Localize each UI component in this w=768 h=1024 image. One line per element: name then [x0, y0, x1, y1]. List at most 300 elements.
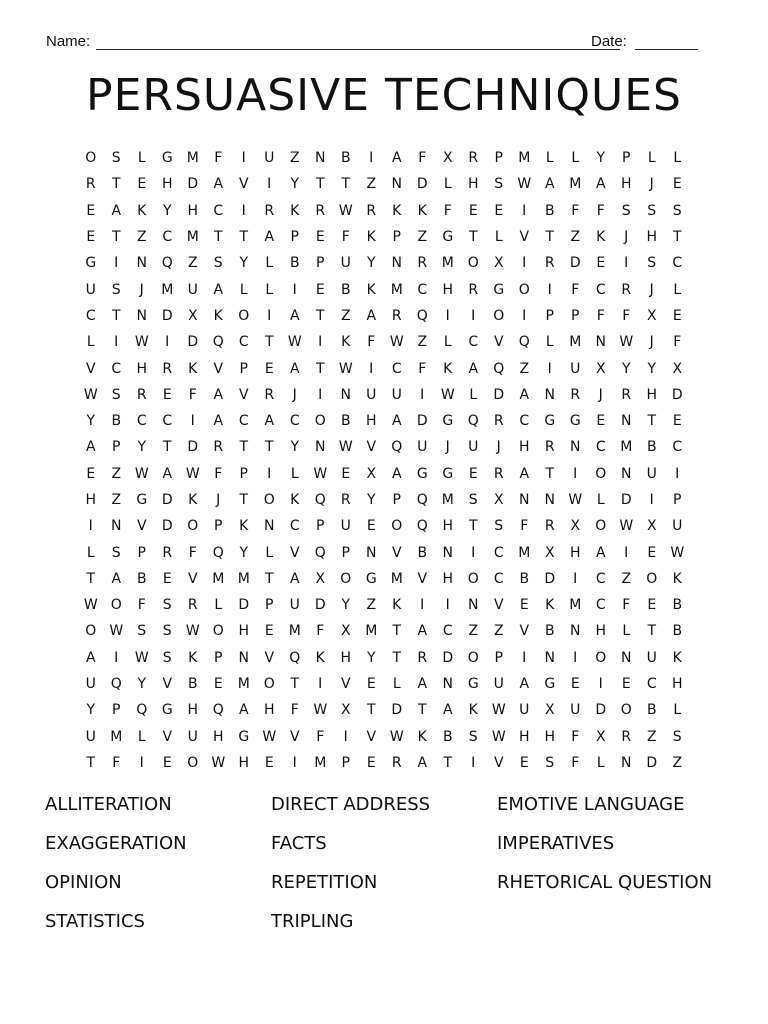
grid-letter[interactable]: A [468, 360, 479, 377]
grid-letter[interactable]: B [111, 413, 122, 430]
grid-letter[interactable]: C [672, 255, 683, 272]
grid-letter[interactable]: C [442, 623, 453, 640]
grid-letter[interactable]: L [265, 544, 274, 561]
grid-letter[interactable]: P [265, 597, 274, 614]
grid-letter[interactable]: O [263, 676, 275, 693]
grid-letter[interactable]: Y [366, 255, 376, 272]
grid-letter[interactable]: E [366, 676, 376, 693]
grid-letter[interactable]: M [186, 150, 199, 167]
grid-letter[interactable]: S [494, 518, 504, 535]
grid-letter[interactable]: R [493, 413, 504, 430]
grid-letter[interactable]: Y [290, 176, 300, 193]
grid-letter[interactable]: J [445, 439, 450, 456]
grid-letter[interactable]: K [137, 202, 147, 219]
grid-letter[interactable]: K [239, 518, 249, 535]
grid-letter[interactable]: E [468, 465, 478, 482]
grid-letter[interactable]: P [341, 544, 350, 561]
grid-letter[interactable]: F [443, 202, 452, 219]
grid-letter[interactable]: V [391, 544, 402, 561]
grid-letter[interactable]: T [315, 176, 325, 193]
grid-letter[interactable]: K [315, 649, 325, 666]
grid-letter[interactable]: E [366, 754, 376, 771]
grid-letter[interactable]: X [442, 150, 453, 167]
grid-letter[interactable]: F [418, 150, 427, 167]
grid-letter[interactable]: T [468, 229, 478, 246]
grid-letter[interactable]: V [493, 754, 504, 771]
grid-letter[interactable]: E [519, 754, 529, 771]
grid-letter[interactable]: T [264, 439, 274, 456]
grid-letter[interactable]: H [238, 623, 250, 640]
grid-letter[interactable]: W [568, 492, 583, 508]
grid-letter[interactable]: D [595, 702, 607, 719]
grid-letter[interactable]: L [290, 465, 299, 482]
grid-letter[interactable]: E [86, 229, 96, 246]
grid-letter[interactable]: S [162, 623, 172, 640]
grid-letter[interactable]: E [264, 623, 274, 640]
grid-letter[interactable]: F [520, 518, 529, 535]
grid-letter[interactable]: E [86, 465, 96, 482]
grid-letter[interactable]: L [596, 492, 605, 508]
grid-letter[interactable]: V [238, 176, 249, 193]
grid-letter[interactable]: N [391, 255, 402, 272]
grid-letter[interactable]: X [544, 702, 555, 719]
grid-letter[interactable]: C [289, 413, 300, 430]
grid-letter[interactable]: C [595, 570, 606, 587]
grid-letter[interactable]: A [417, 676, 428, 693]
grid-letter[interactable]: N [340, 386, 351, 403]
grid-letter[interactable]: C [289, 518, 300, 535]
grid-letter[interactable]: A [519, 676, 530, 693]
grid-letter[interactable]: B [340, 413, 351, 430]
grid-letter[interactable]: I [547, 281, 552, 298]
grid-letter[interactable]: P [392, 492, 401, 508]
grid-letter[interactable]: L [494, 229, 503, 246]
grid-letter[interactable]: R [621, 281, 632, 298]
grid-letter[interactable]: W [109, 623, 124, 640]
grid-letter[interactable]: S [468, 728, 478, 745]
grid-letter[interactable]: G [442, 465, 454, 482]
grid-letter[interactable]: O [620, 702, 632, 719]
grid-letter[interactable]: X [646, 518, 657, 535]
grid-letter[interactable]: J [649, 281, 654, 298]
grid-letter[interactable]: S [468, 492, 478, 508]
grid-letter[interactable]: C [213, 202, 224, 219]
grid-letter[interactable]: O [263, 492, 275, 508]
grid-letter[interactable]: K [392, 202, 402, 219]
grid-letter[interactable]: Z [136, 229, 147, 246]
grid-letter[interactable]: Z [672, 754, 683, 771]
grid-letter[interactable]: B [417, 544, 428, 561]
grid-letter[interactable]: L [86, 334, 95, 351]
grid-letter[interactable]: M [288, 623, 301, 640]
grid-letter[interactable]: T [545, 229, 555, 246]
grid-letter[interactable]: S [162, 649, 172, 666]
grid-letter[interactable]: R [264, 202, 275, 219]
grid-letter[interactable]: P [112, 702, 121, 719]
grid-letter[interactable]: T [315, 360, 325, 377]
grid-letter[interactable]: K [188, 360, 198, 377]
grid-letter[interactable]: A [442, 702, 453, 719]
grid-letter[interactable]: T [86, 570, 96, 587]
grid-letter[interactable]: G [442, 229, 454, 246]
grid-letter[interactable]: W [440, 386, 455, 403]
grid-letter[interactable]: N [570, 439, 581, 456]
grid-letter[interactable]: I [292, 281, 297, 298]
grid-letter[interactable]: A [85, 439, 96, 456]
grid-letter[interactable]: N [544, 386, 555, 403]
grid-letter[interactable]: G [544, 676, 556, 693]
grid-letter[interactable]: B [646, 702, 657, 719]
grid-letter[interactable]: D [314, 597, 326, 614]
grid-letter[interactable]: K [417, 202, 427, 219]
grid-letter[interactable]: X [493, 255, 504, 272]
grid-letter[interactable]: P [214, 518, 223, 535]
grid-letter[interactable]: N [621, 754, 632, 771]
grid-letter[interactable]: T [213, 229, 223, 246]
grid-letter[interactable]: M [390, 281, 403, 298]
grid-letter[interactable]: I [88, 518, 93, 535]
grid-letter[interactable]: E [162, 754, 172, 771]
grid-letter[interactable]: U [672, 518, 683, 535]
grid-letter[interactable]: T [468, 518, 478, 535]
grid-letter[interactable]: I [420, 386, 425, 403]
grid-letter[interactable]: M [441, 255, 454, 272]
grid-letter[interactable]: T [239, 492, 249, 508]
grid-letter[interactable]: O [314, 413, 326, 430]
grid-letter[interactable]: F [596, 202, 605, 219]
grid-letter[interactable]: T [545, 465, 555, 482]
grid-letter[interactable]: Z [468, 623, 479, 640]
grid-letter[interactable]: F [367, 334, 376, 351]
grid-letter[interactable]: O [187, 754, 199, 771]
grid-letter[interactable]: A [595, 544, 606, 561]
grid-letter[interactable]: M [314, 754, 327, 771]
grid-letter[interactable]: F [571, 754, 580, 771]
grid-letter[interactable]: T [111, 229, 121, 246]
grid-letter[interactable]: I [624, 544, 629, 561]
grid-letter[interactable]: G [85, 255, 97, 272]
grid-letter[interactable]: X [366, 465, 377, 482]
grid-letter[interactable]: U [646, 649, 657, 666]
grid-letter[interactable]: V [289, 728, 300, 745]
grid-letter[interactable]: R [493, 465, 504, 482]
grid-letter[interactable]: K [443, 360, 453, 377]
grid-letter[interactable]: C [595, 597, 606, 614]
grid-letter[interactable]: R [544, 518, 555, 535]
grid-letter[interactable]: U [187, 281, 198, 298]
grid-letter[interactable]: X [570, 518, 581, 535]
grid-letter[interactable]: I [522, 649, 527, 666]
grid-letter[interactable]: A [519, 386, 530, 403]
grid-letter[interactable]: Z [621, 570, 632, 587]
grid-letter[interactable]: H [340, 649, 352, 666]
grid-letter[interactable]: L [571, 150, 580, 167]
grid-letter[interactable]: Y [137, 676, 147, 693]
grid-letter[interactable]: H [161, 176, 173, 193]
grid-letter[interactable]: T [162, 439, 172, 456]
grid-letter[interactable]: V [213, 360, 224, 377]
grid-letter[interactable]: R [187, 597, 198, 614]
grid-letter[interactable]: P [239, 360, 248, 377]
grid-letter[interactable]: N [519, 492, 530, 508]
grid-letter[interactable]: L [239, 281, 248, 298]
grid-letter[interactable]: U [340, 518, 351, 535]
grid-letter[interactable]: I [420, 597, 425, 614]
grid-letter[interactable]: H [442, 518, 454, 535]
grid-letter[interactable]: I [471, 754, 476, 771]
grid-letter[interactable]: Z [187, 255, 198, 272]
grid-letter[interactable]: N [544, 492, 555, 508]
grid-letter[interactable]: A [111, 570, 122, 587]
grid-letter[interactable]: H [544, 728, 556, 745]
grid-letter[interactable]: N [595, 334, 606, 351]
grid-letter[interactable]: D [391, 702, 403, 719]
grid-letter[interactable]: H [365, 413, 377, 430]
grid-letter[interactable]: O [391, 518, 403, 535]
grid-letter[interactable]: X [340, 702, 351, 719]
grid-letter[interactable]: J [496, 439, 501, 456]
grid-letter[interactable]: L [647, 150, 656, 167]
grid-letter[interactable]: V [85, 360, 96, 377]
grid-letter[interactable]: X [672, 360, 683, 377]
grid-letter[interactable]: D [544, 570, 556, 587]
grid-letter[interactable]: E [213, 676, 223, 693]
grid-letter[interactable]: S [672, 728, 682, 745]
grid-letter[interactable]: I [573, 649, 578, 666]
grid-letter[interactable]: I [292, 754, 297, 771]
grid-letter[interactable]: F [290, 702, 299, 719]
grid-letter[interactable]: B [187, 676, 198, 693]
grid-letter[interactable]: N [621, 649, 632, 666]
grid-letter[interactable]: B [289, 255, 300, 272]
grid-letter[interactable]: F [214, 150, 223, 167]
grid-letter[interactable]: L [469, 386, 478, 403]
grid-letter[interactable]: Y [366, 492, 376, 508]
grid-letter[interactable]: W [338, 360, 353, 377]
grid-letter[interactable]: R [417, 255, 428, 272]
grid-letter[interactable]: I [267, 307, 272, 324]
grid-letter[interactable]: A [417, 754, 428, 771]
grid-letter[interactable]: Z [366, 597, 377, 614]
grid-letter[interactable]: F [316, 623, 325, 640]
grid-letter[interactable]: P [622, 150, 631, 167]
grid-letter[interactable]: D [671, 386, 683, 403]
grid-letter[interactable]: G [136, 492, 148, 508]
grid-letter[interactable]: R [621, 728, 632, 745]
grid-letter[interactable]: C [417, 281, 428, 298]
grid-letter[interactable]: R [340, 492, 351, 508]
grid-letter[interactable]: G [161, 702, 173, 719]
grid-letter[interactable]: E [264, 754, 274, 771]
grid-letter[interactable]: H [518, 439, 530, 456]
grid-letter[interactable]: C [85, 307, 96, 324]
grid-letter[interactable]: H [136, 360, 148, 377]
grid-letter[interactable]: N [442, 544, 453, 561]
grid-letter[interactable]: K [290, 492, 300, 508]
grid-letter[interactable]: M [569, 334, 582, 351]
grid-letter[interactable]: D [416, 176, 428, 193]
grid-letter[interactable]: Z [570, 229, 581, 246]
grid-letter[interactable]: C [595, 281, 606, 298]
grid-letter[interactable]: A [417, 623, 428, 640]
grid-letter[interactable]: H [646, 386, 658, 403]
grid-letter[interactable]: O [595, 649, 607, 666]
grid-letter[interactable]: T [647, 623, 657, 640]
grid-letter[interactable]: B [672, 597, 683, 614]
grid-letter[interactable]: T [86, 754, 96, 771]
grid-letter[interactable]: I [114, 334, 119, 351]
grid-letter[interactable]: L [622, 623, 631, 640]
grid-letter[interactable]: N [391, 176, 402, 193]
grid-letter[interactable]: A [213, 176, 224, 193]
grid-letter[interactable]: U [570, 360, 581, 377]
grid-letter[interactable]: C [595, 439, 606, 456]
grid-letter[interactable]: D [187, 176, 199, 193]
grid-letter[interactable]: U [493, 676, 504, 693]
grid-letter[interactable]: I [522, 307, 527, 324]
grid-letter[interactable]: C [493, 544, 504, 561]
grid-letter[interactable]: E [468, 202, 478, 219]
grid-letter[interactable]: I [471, 544, 476, 561]
grid-letter[interactable]: O [110, 597, 122, 614]
grid-letter[interactable]: E [519, 597, 529, 614]
grid-letter[interactable]: N [621, 465, 632, 482]
grid-letter[interactable]: A [213, 386, 224, 403]
grid-letter[interactable]: V [519, 229, 530, 246]
grid-letter[interactable]: B [646, 439, 657, 456]
grid-letter[interactable]: M [161, 281, 174, 298]
grid-letter[interactable]: I [369, 360, 374, 377]
grid-letter[interactable]: H [467, 176, 479, 193]
grid-letter[interactable]: Z [417, 229, 428, 246]
grid-letter[interactable]: M [237, 676, 250, 693]
grid-letter[interactable]: V [340, 676, 351, 693]
grid-letter[interactable]: H [263, 702, 275, 719]
grid-letter[interactable]: I [318, 334, 323, 351]
grid-letter[interactable]: P [494, 649, 503, 666]
grid-letter[interactable]: M [365, 623, 378, 640]
grid-letter[interactable]: D [569, 255, 581, 272]
grid-letter[interactable]: U [391, 386, 402, 403]
grid-letter[interactable]: B [442, 728, 453, 745]
grid-letter[interactable]: K [290, 202, 300, 219]
grid-letter[interactable]: W [389, 728, 404, 745]
grid-letter[interactable]: V [493, 334, 504, 351]
grid-letter[interactable]: R [468, 150, 479, 167]
grid-letter[interactable]: E [596, 413, 606, 430]
grid-letter[interactable]: T [443, 754, 453, 771]
grid-letter[interactable]: N [111, 518, 122, 535]
grid-letter[interactable]: Q [212, 544, 224, 561]
name-field[interactable] [96, 49, 620, 50]
grid-letter[interactable]: T [315, 307, 325, 324]
grid-letter[interactable]: K [392, 597, 402, 614]
grid-letter[interactable]: F [341, 229, 350, 246]
grid-letter[interactable]: W [338, 439, 353, 456]
grid-letter[interactable]: Q [416, 518, 428, 535]
grid-letter[interactable]: O [467, 255, 479, 272]
grid-letter[interactable]: L [265, 281, 274, 298]
grid-letter[interactable]: W [313, 465, 328, 482]
grid-letter[interactable]: J [139, 281, 144, 298]
grid-letter[interactable]: D [187, 334, 199, 351]
grid-letter[interactable]: M [441, 492, 454, 508]
grid-letter[interactable]: S [111, 544, 121, 561]
grid-letter[interactable]: R [621, 386, 632, 403]
grid-letter[interactable]: F [571, 281, 580, 298]
grid-letter[interactable]: X [493, 492, 504, 508]
grid-letter[interactable]: K [188, 649, 198, 666]
grid-letter[interactable]: I [139, 754, 144, 771]
grid-letter[interactable]: I [598, 676, 603, 693]
grid-letter[interactable]: G [365, 570, 377, 587]
grid-letter[interactable]: Z [417, 334, 428, 351]
grid-letter[interactable]: Z [340, 307, 351, 324]
grid-letter[interactable]: Y [596, 150, 606, 167]
grid-letter[interactable]: E [647, 597, 657, 614]
grid-letter[interactable]: K [672, 570, 682, 587]
grid-letter[interactable]: E [162, 570, 172, 587]
grid-letter[interactable]: F [188, 386, 197, 403]
grid-letter[interactable]: T [239, 439, 249, 456]
grid-letter[interactable]: F [214, 465, 223, 482]
grid-letter[interactable]: I [573, 570, 578, 587]
grid-letter[interactable]: I [318, 386, 323, 403]
grid-letter[interactable]: L [545, 150, 554, 167]
grid-letter[interactable]: D [416, 413, 428, 430]
grid-letter[interactable]: H [238, 754, 250, 771]
grid-letter[interactable]: W [83, 386, 98, 403]
grid-letter[interactable]: Q [493, 360, 505, 377]
grid-letter[interactable]: N [136, 255, 147, 272]
grid-letter[interactable]: Q [110, 676, 122, 693]
grid-letter[interactable]: R [391, 307, 402, 324]
grid-letter[interactable]: W [338, 202, 353, 219]
grid-letter[interactable]: H [595, 623, 607, 640]
grid-letter[interactable]: G [544, 413, 556, 430]
grid-letter[interactable]: Q [314, 492, 326, 508]
grid-letter[interactable]: E [315, 229, 325, 246]
grid-letter[interactable]: J [649, 176, 654, 193]
grid-letter[interactable]: N [570, 623, 581, 640]
grid-letter[interactable]: E [672, 176, 682, 193]
grid-letter[interactable]: Z [289, 150, 300, 167]
grid-letter[interactable]: V [162, 728, 173, 745]
grid-letter[interactable]: P [545, 307, 554, 324]
grid-letter[interactable]: R [417, 649, 428, 666]
grid-letter[interactable]: W [619, 334, 634, 351]
grid-letter[interactable]: O [85, 150, 97, 167]
grid-letter[interactable]: P [392, 229, 401, 246]
grid-letter[interactable]: N [442, 676, 453, 693]
grid-letter[interactable]: V [417, 570, 428, 587]
grid-letter[interactable]: T [417, 702, 427, 719]
grid-letter[interactable]: T [672, 229, 682, 246]
grid-letter[interactable]: I [675, 465, 680, 482]
grid-letter[interactable]: O [646, 570, 658, 587]
grid-letter[interactable]: U [570, 702, 581, 719]
grid-letter[interactable]: F [673, 334, 682, 351]
grid-letter[interactable]: T [111, 307, 121, 324]
grid-letter[interactable]: E [86, 202, 96, 219]
grid-letter[interactable]: F [112, 754, 121, 771]
grid-letter[interactable]: A [544, 176, 555, 193]
grid-letter[interactable]: S [494, 176, 504, 193]
grid-letter[interactable]: Q [518, 334, 530, 351]
grid-letter[interactable]: E [366, 518, 376, 535]
grid-letter[interactable]: R [264, 386, 275, 403]
grid-letter[interactable]: G [416, 465, 428, 482]
